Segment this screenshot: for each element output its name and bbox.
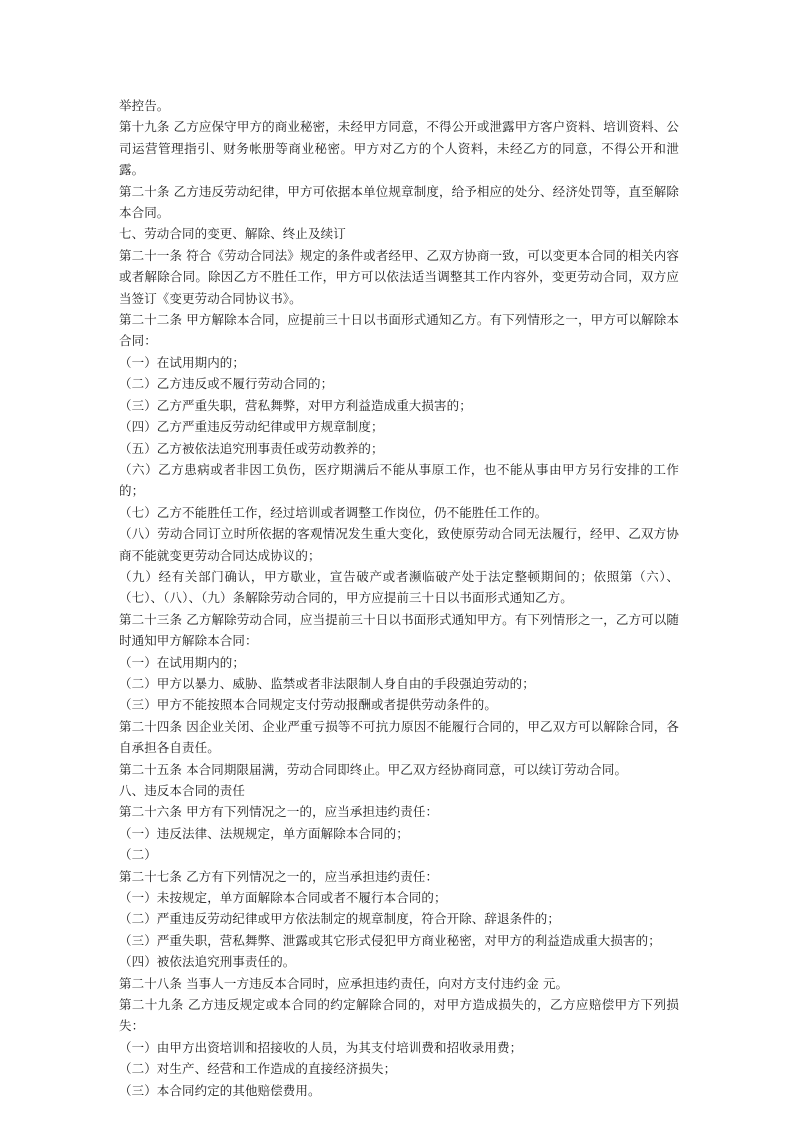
list-item: （一）由甲方出资培训和招接收的人员，为其支付培训费和招收录用费；: [119, 1039, 523, 1055]
list-item: （五）乙方被依法追究刑事责任或劳动教养的；: [119, 440, 384, 456]
clause-23: 第二十三条 乙方解除劳动合同，应当提前三十日以书面形式通知甲方。有下列情形之一，乙方可以随时通知甲方解除本合同：: [119, 611, 679, 649]
list-item: （一）违反法律、法规规定，单方面解除本合同的；: [119, 825, 409, 841]
list-item: （三）甲方不能按照本合同规定支付劳动报酬或者提供劳动条件的。: [119, 697, 498, 713]
clause-27: 第二十七条 乙方有下列情况之一的，应当承担违约责任：: [119, 868, 439, 884]
list-item: （三）乙方严重失职，营私舞弊，对甲方利益造成重大损害的；: [119, 397, 472, 413]
list-item: （六）乙方患病或者非因工负伤，医疗期满后不能从事原工作，也不能从事由甲方另行安排的工作的；: [119, 461, 679, 499]
clause-21: 第二十一条 符合《劳动合同法》规定的条件或者经甲、乙双方协商一致，可以变更本合同的相关内容或者解除合同。除因乙方不胜任工作，甲方可以依法适当调整其工作内容外，变更劳动合同，双方应当签订《变更劳动合同协议书》。: [119, 247, 679, 306]
list-item: （一）未按规定，单方面解除本合同或者不履行本合同的；: [119, 890, 447, 906]
list-item: （二）严重违反劳动纪律或甲方依法制定的规章制度，符合开除、辞退条件的；: [119, 911, 561, 927]
list-item: （一）在试用期内的；: [119, 654, 246, 670]
list-item: （九）经有关部门确认，甲方歇业，宣告破产或者濒临破产处于法定整顿期间的；依照第（六）、（七）、（八）、（九）条解除劳动合同的，甲方应提前三十日以书面形式通知乙方。: [119, 568, 679, 606]
list-item: （三）严重失职，营私舞弊、泄露或其它形式侵犯甲方商业秘密，对甲方的利益造成重大损害的；: [119, 932, 661, 948]
list-item: （二）甲方以暴力、威胁、监禁或者非法限制人身自由的手段强迫劳动的；: [119, 675, 535, 691]
clause-22: 第二十二条 甲方解除本合同，应提前三十日以书面形式通知乙方。有下列情形之一，甲方可以解除本合同：: [119, 312, 679, 349]
section-heading-8: 八、违反本合同的责任: [119, 783, 246, 798]
section-heading-7: 七、劳动合同的变更、解除、终止及续订: [119, 226, 346, 242]
paragraph: 举控告。: [119, 98, 170, 113]
list-item: （二）: [119, 847, 157, 863]
clause-28: 第二十八条 当事人一方违反本合同时，应承担违约责任，向对方支付违约金 元。: [119, 975, 569, 991]
list-item: （四）被依法追究刑事责任的。: [119, 954, 296, 970]
clause-20: 第二十条 乙方违反劳动纪律，甲方可依据本单位规章制度，给予相应的处分、经济处罚等，直至解除本合同。: [119, 183, 679, 221]
list-item: （一）在试用期内的；: [119, 354, 246, 370]
clause-19: 第十九条 乙方应保守甲方的商业秘密，未经甲方同意，不得公开或泄露甲方客户资料、培训资料、公司运营管理指引、财务帐册等商业秘密。甲方对乙方的个人资料，未经乙方的同意，不得公开和泄露。: [119, 119, 679, 178]
list-item: （二）对生产、经营和工作造成的直接经济损失；: [119, 1061, 397, 1077]
list-item: （三）本合同约定的其他赔偿费用。: [119, 1082, 321, 1098]
list-item: （八）劳动合同订立时所依据的客观情况发生重大变化，致使原劳动合同无法履行，经甲、乙双方协商不能就变更劳动合同达成协议的；: [119, 526, 679, 563]
clause-25: 第二十五条 本合同期限届满，劳动合同即终止。甲乙双方经协商同意，可以续订劳动合同。: [119, 761, 628, 777]
list-item: （二）乙方违反或不履行劳动合同的；: [119, 376, 334, 392]
clause-26: 第二十六条 甲方有下列情况之一的，应当承担违约责任：: [119, 804, 439, 820]
document-body: [119, 95, 679, 1101]
list-item: （四）乙方严重违反劳动纪律或甲方规章制度；: [119, 419, 384, 435]
clause-24: 第二十四条 因企业关闭、企业严重亏损等不可抗力原因不能履行合同的，甲乙双方可以解除合同，各自承担各自责任。: [119, 718, 679, 756]
clause-29: 第二十九条 乙方违反规定或本合同的约定解除合同的，对甲方造成损失的，乙方应赔偿甲方下列损失：: [119, 997, 679, 1034]
list-item: （七）乙方不能胜任工作，经过培训或者调整工作岗位，仍不能胜任工作的。: [119, 504, 548, 520]
